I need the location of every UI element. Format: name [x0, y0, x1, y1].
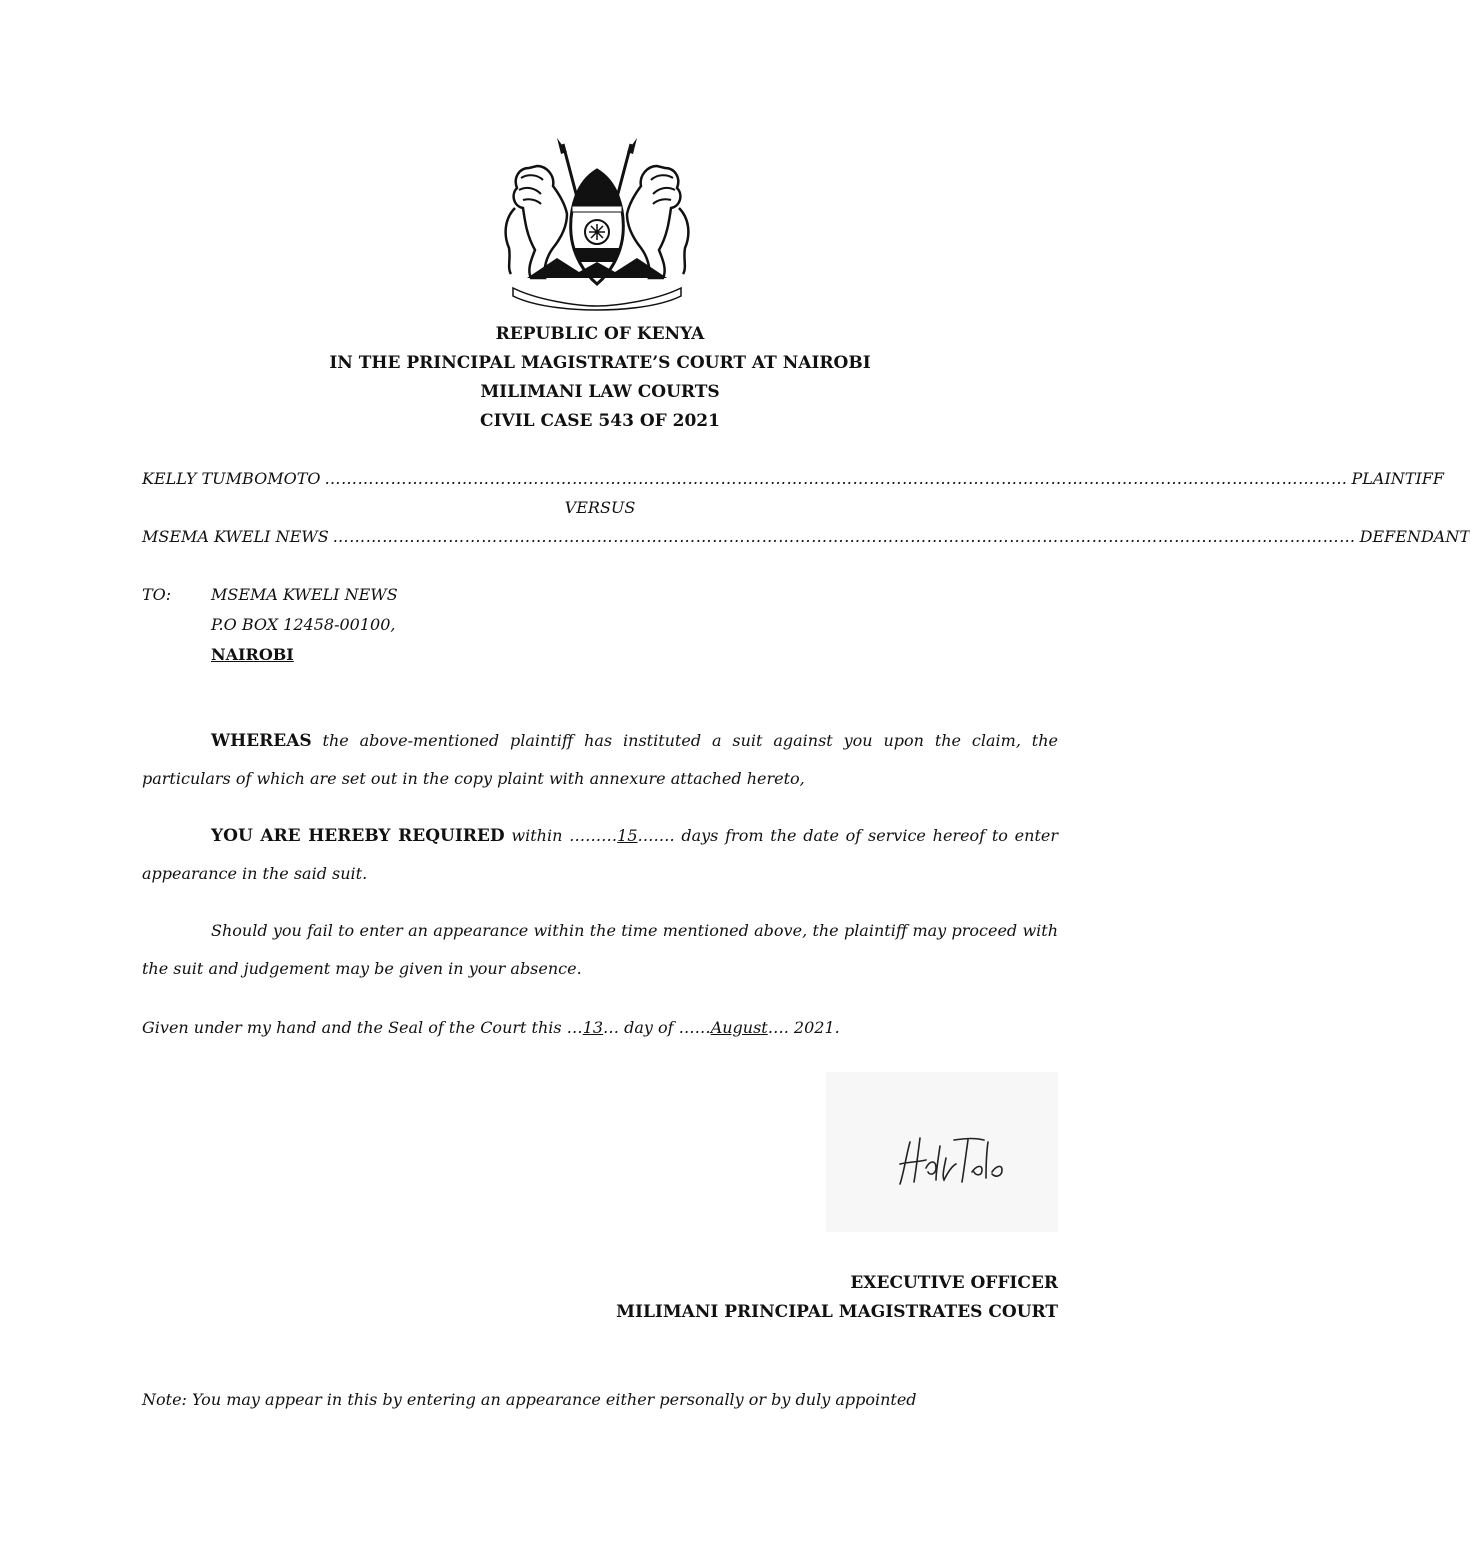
- to-label: TO:: [142, 585, 172, 604]
- given-day: 13: [582, 1018, 604, 1037]
- leader-dots: ……………………………………………………………………………………………………………………………………………………………………: [324, 469, 1348, 488]
- signatory-office: MILIMANI PRINCIPAL MAGISTRATES COURT: [616, 1302, 1058, 1322]
- defendant-line: [142, 522, 1470, 552]
- given-mid: … day of ……: [603, 1018, 711, 1037]
- leader-dots: ……………………………………………………………………………………………………………………………………………………………………: [332, 527, 1356, 546]
- recipient-name: MSEMA KWELI NEWS: [211, 585, 398, 604]
- defendant-name: MSEMA KWELI NEWS: [142, 527, 329, 546]
- required-lead: YOU ARE HEREBY REQUIRED: [211, 826, 505, 846]
- whereas-paragraph: [142, 722, 1058, 798]
- footer-note: Note: You may appear in this by entering an appearance either personally or by duly appointed: [142, 1390, 917, 1409]
- fail-text: Should you fail to enter an appearance within the time mentioned above, the plaintiff may proceed with the suit and judgement may be given in your absence.: [142, 921, 1058, 978]
- given-post: …. 2021.: [767, 1018, 840, 1037]
- heading-law-courts: MILIMANI LAW COURTS: [480, 382, 720, 402]
- whereas-text: the above-mentioned plaintiff has instituted a suit against you upon the claim, the particulars of which are set out in the copy plaint with annexure attached hereto,: [142, 731, 1058, 788]
- signatory-title: EXECUTIVE OFFICER: [850, 1273, 1058, 1293]
- recipient-city: NAIROBI: [211, 645, 294, 664]
- heading-court: IN THE PRINCIPAL MAGISTRATE’S COURT AT NAIROBI: [329, 353, 871, 373]
- kenya-coat-of-arms-emblem: [497, 138, 697, 308]
- plaintiff-name: KELLY TUMBOMOTO: [142, 469, 321, 488]
- required-post: ……. days from the date of service hereof to enter appearance in the said suit.: [142, 826, 1059, 883]
- given-paragraph: [142, 1009, 1058, 1047]
- plaintiff-line: [142, 464, 1444, 494]
- given-month: August: [710, 1018, 768, 1037]
- defendant-role: DEFENDANT: [1359, 527, 1470, 546]
- handwritten-signature: [826, 1072, 1058, 1232]
- required-days: 15: [617, 826, 638, 845]
- recipient-po-box: P.O BOX 12458-00100,: [211, 615, 396, 634]
- fail-paragraph: [142, 912, 1058, 988]
- required-pre: within ………: [504, 826, 618, 845]
- given-pre: Given under my hand and the Seal of the Court this …: [142, 1018, 583, 1037]
- required-paragraph: [142, 817, 1058, 893]
- plaintiff-role: PLAINTIFF: [1351, 469, 1444, 488]
- heading-republic: REPUBLIC OF KENYA: [495, 324, 705, 344]
- whereas-lead: WHEREAS: [211, 731, 312, 751]
- versus-label: VERSUS: [564, 498, 636, 517]
- heading-case-number: CIVIL CASE 543 OF 2021: [480, 411, 720, 431]
